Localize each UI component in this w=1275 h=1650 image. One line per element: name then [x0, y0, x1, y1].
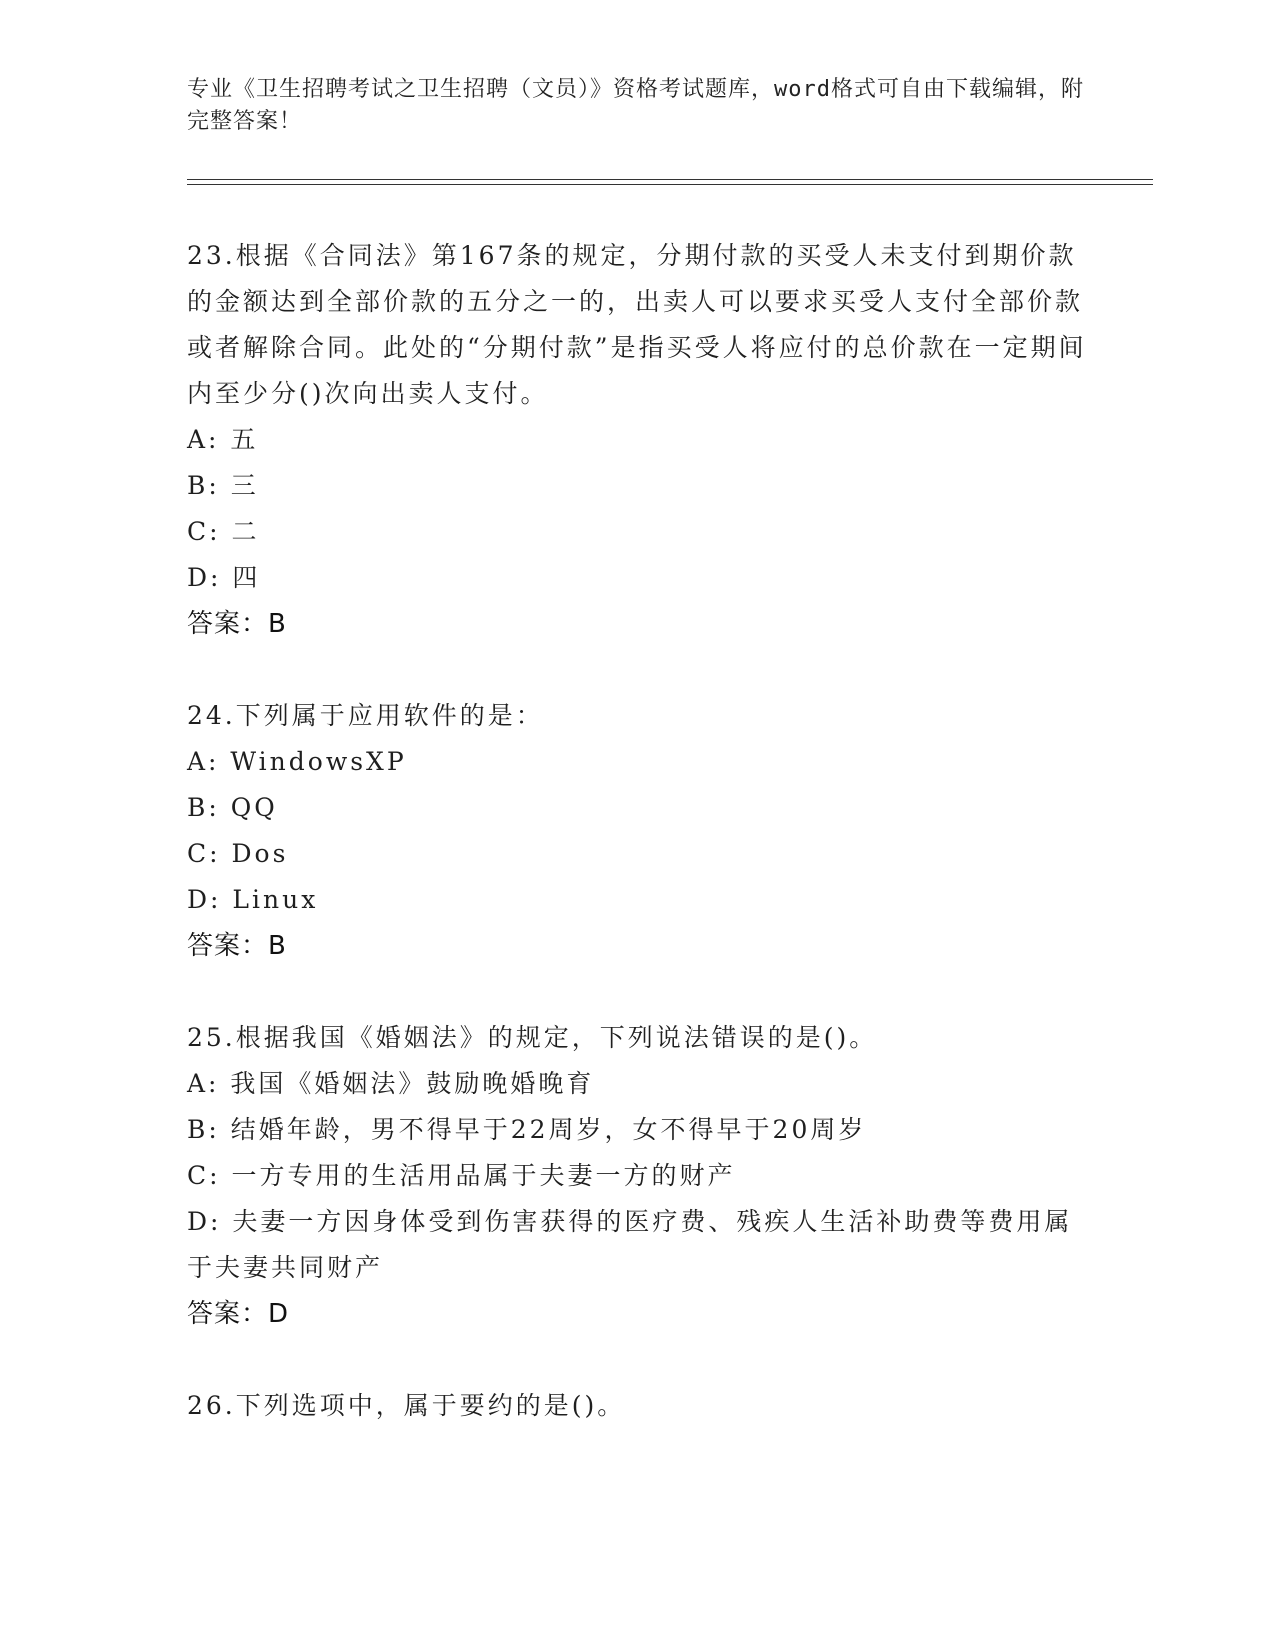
answer-line: 答案：B — [187, 609, 287, 639]
question-26 — [187, 1383, 1087, 1429]
option-c: C: Dos — [187, 839, 289, 868]
option-d: D: 四 — [187, 563, 261, 592]
option-d: D: 夫妻一方因身体受到伤害获得的医疗费、残疾人生活补助费等费用属于夫妻共同财产 — [187, 1207, 1073, 1282]
header-divider-bottom — [187, 184, 1153, 185]
answer-line: 答案：D — [187, 1299, 290, 1329]
option-a: A: 我国《婚姻法》鼓励晚婚晚育 — [187, 1069, 595, 1098]
option-b: B: QQ — [187, 793, 278, 822]
option-d: D: Linux — [187, 885, 319, 914]
option-a: A: WindowsXP — [187, 747, 407, 776]
option-c: C: 一方专用的生活用品属于夫妻一方的财产 — [187, 1161, 736, 1190]
question-25 — [187, 1015, 1087, 1337]
question-stem: 23.根据《合同法》第167条的规定，分期付款的买受人未支付到期价款的金额达到全部价款的五分之一的，出卖人可以要求买受人支付全部价款或者解除合同。此处的“分期付款”是指买受人将应付的总价款在一定期间内至少分()次向出卖人支付。 — [187, 241, 1087, 408]
question-stem: 26.下列选项中，属于要约的是()。 — [187, 1391, 626, 1420]
question-23 — [187, 233, 1087, 647]
document-header: 专业《卫生招聘考试之卫生招聘（文员）》资格考试题库，word格式可自由下载编辑，附完整答案！ — [187, 77, 1084, 134]
answer-line: 答案：B — [187, 931, 287, 961]
header-divider-top — [187, 179, 1153, 180]
question-list — [187, 233, 1087, 1475]
question-stem: 24.下列属于应用软件的是： — [187, 701, 544, 730]
option-c: C: 二 — [187, 517, 260, 546]
option-b: B: 结婚年龄，男不得早于22周岁，女不得早于20周岁 — [187, 1115, 867, 1144]
option-b: B: 三 — [187, 471, 259, 500]
option-a: A: 五 — [187, 425, 259, 454]
question-24 — [187, 693, 1087, 969]
question-stem: 25.根据我国《婚姻法》的规定，下列说法错误的是()。 — [187, 1023, 878, 1052]
